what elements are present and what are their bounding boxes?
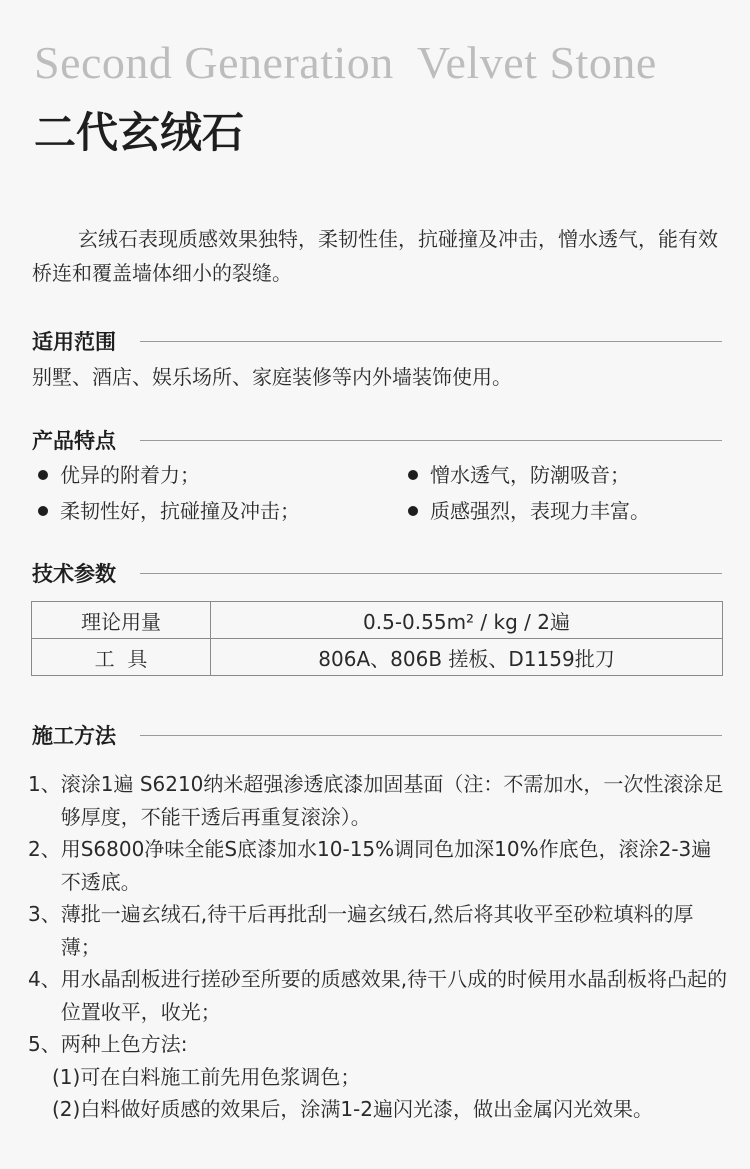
feature-text: 优异的附着力； xyxy=(60,463,200,487)
feature-text: 憎水透气，防潮吸音； xyxy=(430,463,630,487)
construction-steps xyxy=(28,768,728,1126)
bullet-icon xyxy=(408,470,418,480)
section-usage-heading xyxy=(32,326,722,356)
sub-step: (1)可在白料施工前先用色浆调色； xyxy=(52,1064,361,1089)
feature-item xyxy=(32,462,402,488)
feature-text: 柔韧性好，抗碰撞及冲击； xyxy=(60,499,300,523)
step-number: 1、 xyxy=(28,772,61,796)
feature-item xyxy=(32,498,402,524)
bullet-icon xyxy=(408,506,418,516)
bullet-icon xyxy=(38,506,48,516)
features-heading-label: 产品特点 xyxy=(32,429,116,453)
features-list xyxy=(32,462,722,524)
section-features-heading xyxy=(32,425,722,455)
construction-heading-divider xyxy=(140,735,722,736)
usage-heading-label: 适用范围 xyxy=(32,330,116,354)
param-value: 0.5-0.55m² / kg / 2遍 xyxy=(211,602,723,639)
feature-text: 质感强烈，表现力丰富。 xyxy=(430,499,650,523)
table-row xyxy=(32,602,723,639)
step-number: 5、 xyxy=(28,1032,61,1056)
tech-heading-divider xyxy=(140,573,722,574)
step-item xyxy=(28,1028,728,1061)
usage-text: 别墅、酒店、娱乐场所、家庭装修等内外墙装饰使用。 xyxy=(32,365,512,389)
step-item xyxy=(28,833,728,898)
tech-heading-label: 技术参数 xyxy=(32,562,116,586)
step-item xyxy=(28,898,728,963)
step-item xyxy=(28,963,728,1028)
step-number: 4、 xyxy=(28,967,61,991)
tech-params-table xyxy=(31,601,723,676)
features-heading-divider xyxy=(140,440,722,441)
param-key: 工 具 xyxy=(32,639,211,676)
table-row xyxy=(32,639,723,676)
step-item xyxy=(28,768,728,833)
param-value: 806A、806B 搓板、D1159批刀 xyxy=(211,639,723,676)
step-text: 用水晶刮板进行搓砂至所要的质感效果,待干八成的时候用水晶刮板将凸起的位置收平，收光； xyxy=(60,967,728,1024)
step-text: 薄批一遍玄绒石,待干后再批刮一遍玄绒石,然后将其收平至砂粒填料的厚薄； xyxy=(60,902,694,959)
step-text: 两种上色方法: xyxy=(60,1032,188,1056)
sub-step: (2)白料做好质感的效果后，涂满1-2遍闪光漆，做出金属闪光效果。 xyxy=(52,1097,653,1121)
step-number: 2、 xyxy=(28,837,61,861)
param-key: 理论用量 xyxy=(32,602,211,639)
step-number: 3、 xyxy=(28,902,61,926)
chinese-title: 二代玄绒石 xyxy=(34,108,245,157)
feature-item xyxy=(402,462,722,488)
intro-paragraph: 玄绒石表现质感效果独特，柔韧性佳，抗碰撞及冲击，憎水透气，能有效桥连和覆盖墙体细小的裂缝。 xyxy=(32,227,718,285)
usage-heading-divider xyxy=(140,341,722,342)
step-text: 用S6800净味全能S底漆加水10-15%调同色加深10%作底色，滚涂2-3遍不透底。 xyxy=(60,837,712,894)
step-text: 滚涂1遍 S6210纳米超强渗透底漆加固基面（注：不需加水，一次性滚涂足够厚度，不能干透后再重复滚涂）。 xyxy=(60,772,724,829)
construction-heading-label: 施工方法 xyxy=(32,724,116,748)
section-tech-heading xyxy=(32,558,722,588)
section-construction-heading xyxy=(32,720,722,750)
english-title: Second Generation Velvet Stone xyxy=(34,37,657,88)
bullet-icon xyxy=(38,470,48,480)
feature-item xyxy=(402,498,722,524)
